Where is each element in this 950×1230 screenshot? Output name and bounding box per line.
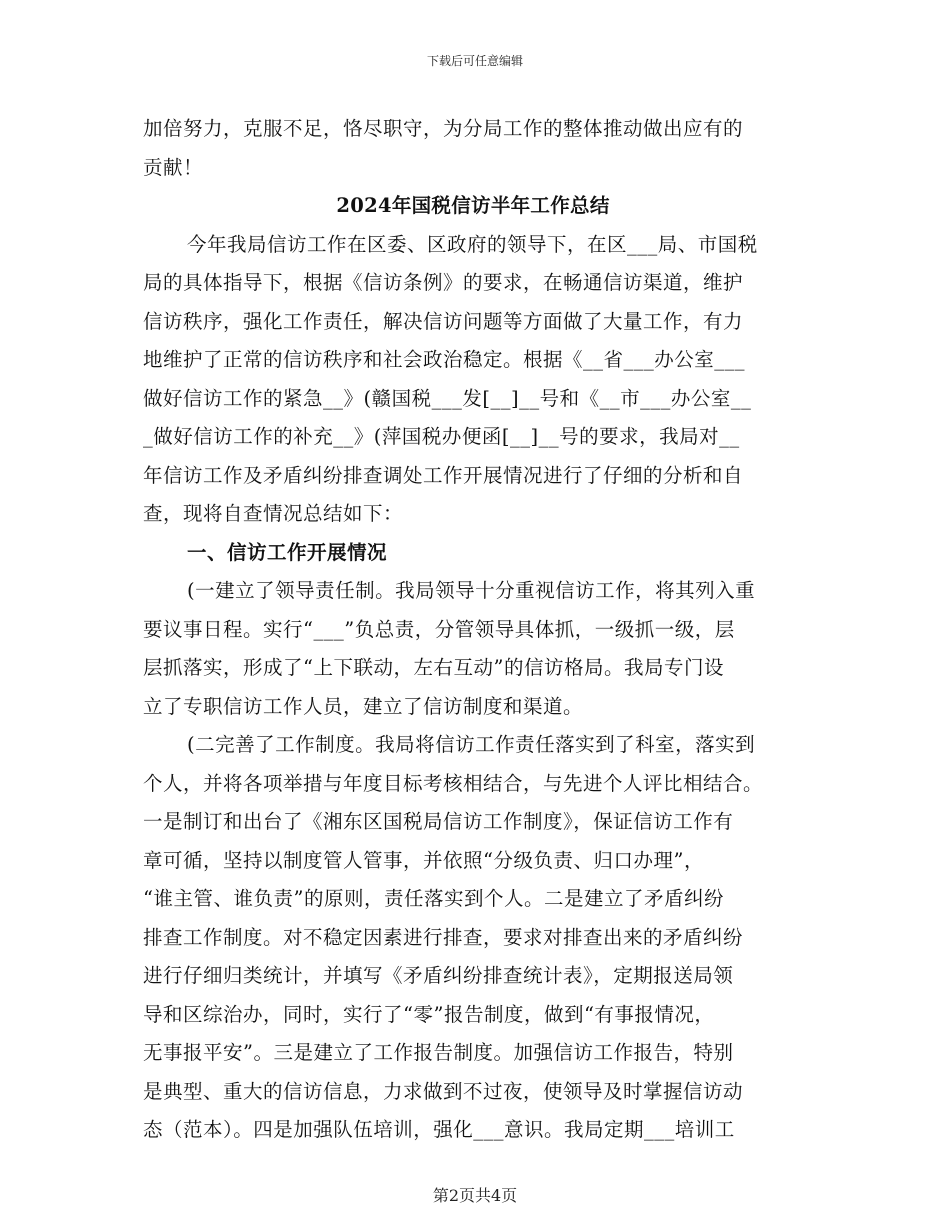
text-line: 态（范本）。四是加强队伍培训，强化___意识。我局定期___培训工	[143, 1118, 735, 1141]
text-line: 地维护了正常的信访秩序和社会政治稳定。根据《__省___办公室___	[143, 348, 746, 371]
text-line: 今年我局信访工作在区委、区政府的领导下，在区___局、市国税	[187, 232, 758, 256]
text-line: 做好信访工作的紧急__》(赣国税___发[__]__号和《__市___办公室__	[143, 386, 752, 410]
text-line: 年信访工作及矛盾纠纷排查调处工作开展情况进行了仔细的分析和自	[143, 463, 744, 487]
text-line: (一建立了领导责任制。我局领导十分重视信访工作，将其列入重	[187, 579, 756, 602]
text-line: 层抓落实，形成了“上下联动，左右互动”的信访格局。我局专门设	[143, 656, 724, 679]
document-title: 2024年国税信访半年工作总结	[336, 194, 610, 217]
document-body	[143, 110, 803, 1150]
text-line: 章可循，坚持以制度管人管事，并依照“分级负责、归口办理”，	[143, 848, 704, 872]
text-line: “谁主管、谁负责”的原则，责任落实到个人。二是建立了矛盾纠纷	[143, 887, 724, 910]
page-header: 下载后可任意编辑	[426, 54, 523, 68]
text-line: 加倍努力，克服不足，恪尽职守，为分局工作的整体推动做出应有的	[143, 117, 744, 140]
text-line: 个人，并将各项举措与年度目标考核相结合，与先进个人评比相结合。	[143, 771, 764, 795]
text-line: 导和区综治办，同时，实行了“零”报告制度，做到“有事报情况，	[143, 1002, 715, 1026]
text-line: 查，现将自查情况总结如下：	[143, 502, 404, 525]
text-line: (二完善了工作制度。我局将信访工作责任落实到了科室，落实到	[187, 733, 756, 756]
text-line: _做好信访工作的补充__》(萍国税办便函[__]__号的要求，我局对__	[143, 425, 740, 448]
text-line: 一是制订和出台了《湘东区国税局信访工作制度》，保证信访工作有	[143, 810, 734, 833]
text-line: 局的具体指导下，根据《信访条例》的要求，在畅通信访渠道，维护	[143, 271, 744, 294]
page-footer: 第2页共4页	[432, 1186, 518, 1205]
text-line: 是典型、重大的信访信息，力求做到不过夜，使领导及时掌握信访动	[143, 1079, 744, 1103]
section-heading: 一、信访工作开展情况	[187, 540, 388, 564]
text-line: 贡献！	[143, 155, 204, 179]
text-line: 要议事日程。实行“___”负总责，分管领导具体抓，一级抓一级，层	[143, 617, 735, 641]
text-line: 立了专职信访工作人员，建立了信访制度和渠道。	[143, 694, 584, 718]
text-line: 信访秩序，强化工作责任，解决信访问题等方面做了大量工作，有力	[143, 309, 744, 333]
text-line: 无事报平安”。三是建立了工作报告制度。加强信访工作报告，特别	[143, 1041, 734, 1064]
text-line: 进行仔细归类统计，并填写《矛盾纠纷排查统计表》，定期报送局领	[143, 964, 734, 987]
text-line: 排查工作制度。对不稳定因素进行排查，要求对排查出来的矛盾纠纷	[143, 925, 744, 949]
